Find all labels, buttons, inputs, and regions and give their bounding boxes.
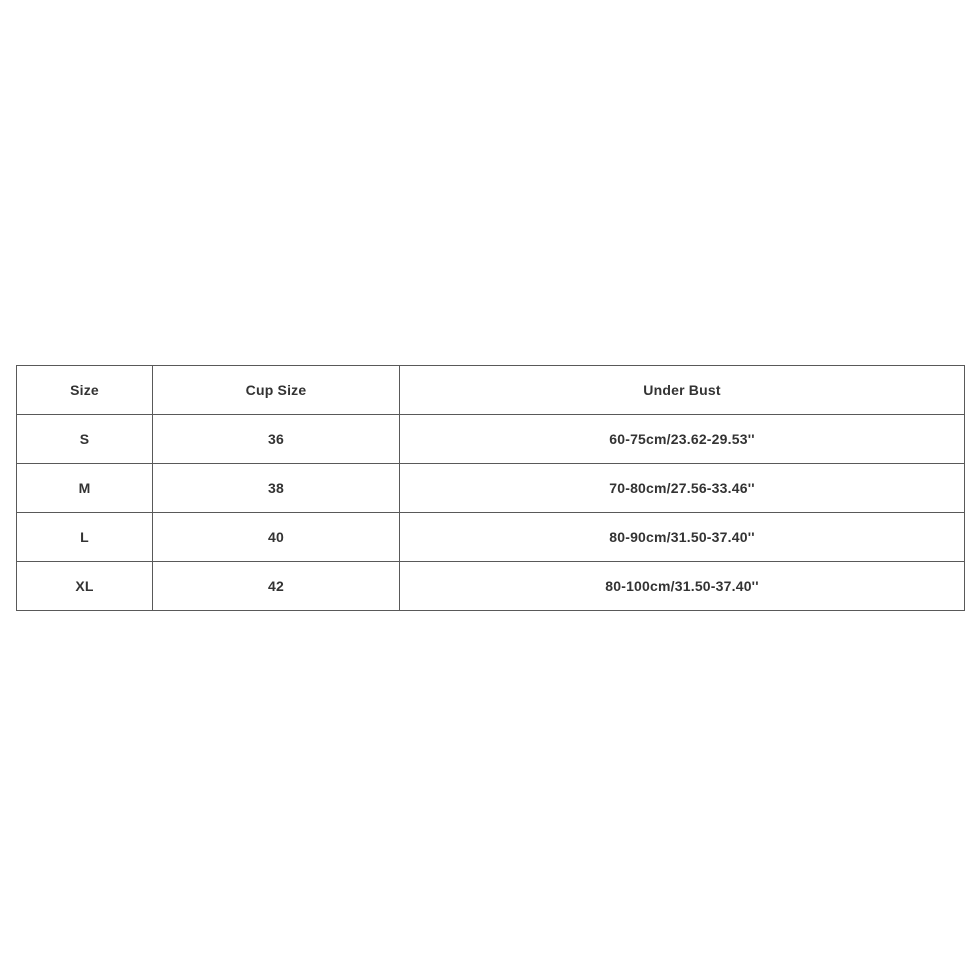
cell-under-bust: 80-100cm/31.50-37.40'' (400, 562, 965, 611)
table-row (17, 415, 965, 464)
cell-size: L (17, 513, 153, 562)
table-row (17, 562, 965, 611)
cell-under-bust: 80-90cm/31.50-37.40'' (400, 513, 965, 562)
cell-cup-size: 42 (153, 562, 400, 611)
cell-size: XL (17, 562, 153, 611)
cell-cup-size: 38 (153, 464, 400, 513)
cell-size: S (17, 415, 153, 464)
cell-cup-size: 40 (153, 513, 400, 562)
header-size: Size (17, 366, 153, 415)
header-under-bust: Under Bust (400, 366, 965, 415)
cell-under-bust: 60-75cm/23.62-29.53'' (400, 415, 965, 464)
table-row (17, 464, 965, 513)
size-chart-table (16, 365, 965, 611)
header-cup-size: Cup Size (153, 366, 400, 415)
table-header-row (17, 366, 965, 415)
cell-cup-size: 36 (153, 415, 400, 464)
cell-under-bust: 70-80cm/27.56-33.46'' (400, 464, 965, 513)
cell-size: M (17, 464, 153, 513)
table-row (17, 513, 965, 562)
